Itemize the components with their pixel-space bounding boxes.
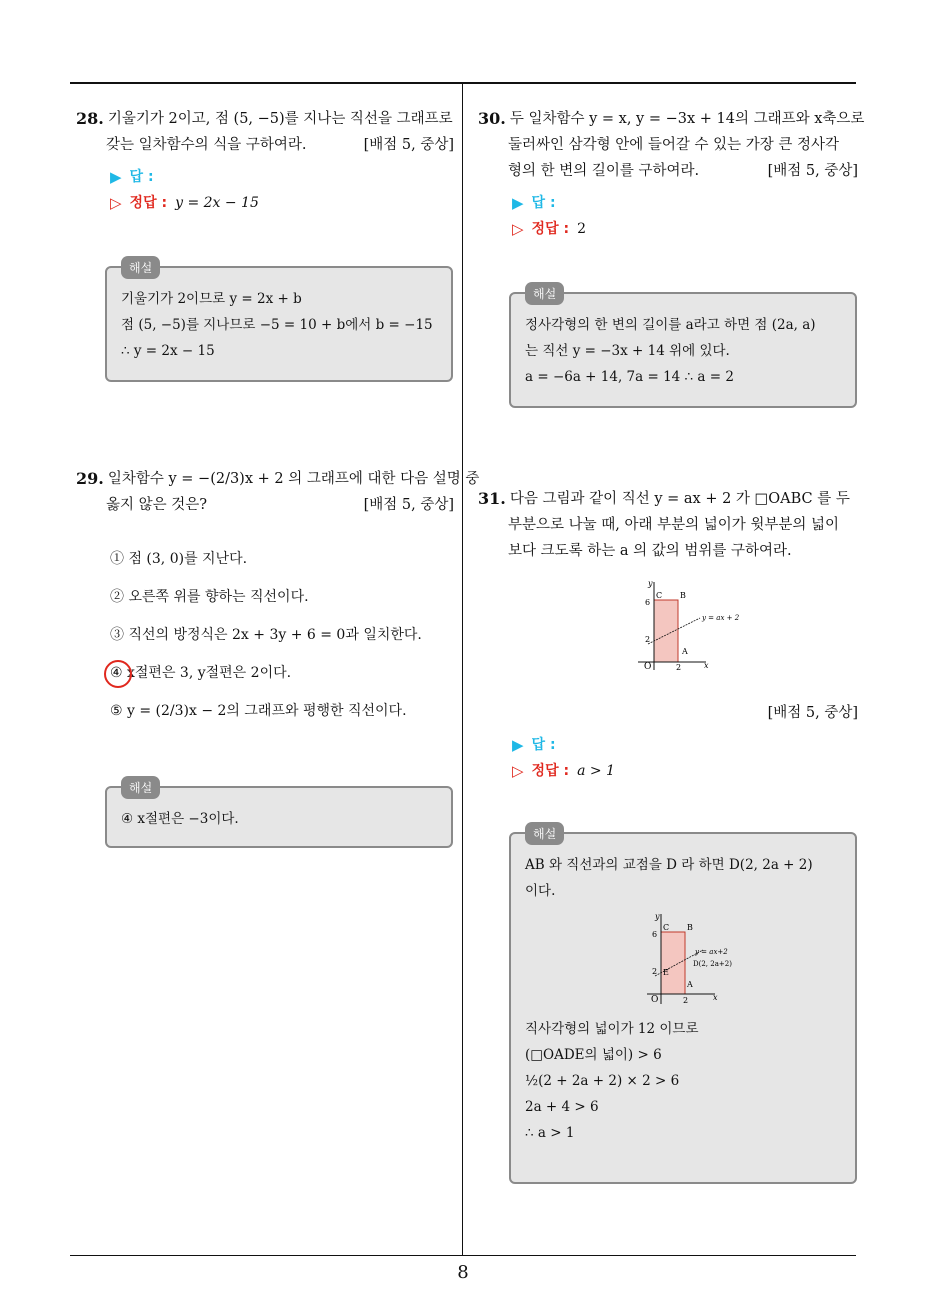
question-number: 30. [478,109,506,128]
question-text-line2: 옳지 않은 것은? [106,497,208,513]
line-label: y = ax+2 [695,948,728,956]
choice-2: ② 오른쪽 위를 향하는 직선이다. [110,589,309,605]
question-text-line2: 갖는 일차함수의 식을 구하여라. [106,137,307,153]
choice-5: ⑤ y = (2/3)x − 2의 그래프와 평행한 직선이다. [110,703,407,719]
solution-29 [105,781,453,848]
answer-label: 답 : [129,169,154,185]
solution-line: 직사각형의 넓이가 12 이므로 [525,1021,699,1037]
question-number: 31. [478,489,506,508]
solution-tag: 해설 [121,776,160,799]
solution-line: 2a + 4 > 6 [525,1099,599,1115]
outline-play-icon: ▷ [512,762,524,780]
point-c: C [663,923,670,932]
point-a: A [682,647,688,656]
solution-line: 정사각형의 한 변의 길이를 a라고 하면 점 (2a, a) [525,317,816,333]
answer-row [76,164,454,190]
tick-2-x: 2 [683,996,689,1005]
question-30 [478,106,865,242]
question-text-line1: 다음 그림과 같이 직선 y = ax + 2 가 □OABC 를 두 [509,491,850,507]
choice-list [76,540,454,730]
point-a: A [687,980,693,989]
outline-play-icon: ▷ [512,220,524,238]
answer-row [478,732,858,758]
rectangle-oabc [661,932,685,994]
solution-line: 이다. [525,883,556,899]
question-text-line2: 둘러싸인 삼각형 안에 들어갈 수 있는 가장 큰 정사각 [508,137,840,153]
correct-label: 정답 : [531,763,570,779]
answer-circle-mark [104,660,132,688]
solution-line: (□OADE의 넓이) > 6 [525,1047,662,1063]
top-rule [70,82,856,84]
play-icon: ▶ [110,168,122,186]
x-axis-label: x [713,993,718,1002]
outline-play-icon: ▷ [110,194,122,212]
solution-box [105,266,453,382]
solution-figure [641,912,761,1006]
question-text-line1: 일차함수 y = −(2/3)x + 2 의 그래프에 대한 다음 설명 중 [107,471,480,487]
correct-answer-row [478,758,858,784]
solution-tag: 해설 [525,822,564,845]
y-axis-label: y [655,912,660,921]
choice-4-text: ④ x절편은 3, y절편은 2이다. [110,665,292,681]
solution-30 [509,287,857,408]
difficulty-meta: [배점 5, 중상] [767,163,858,179]
answer-label: 답 : [531,737,556,753]
solution-line: 는 직선 y = −3x + 14 위에 있다. [525,343,730,359]
solution-line: ½(2 + 2a + 2) × 2 > 6 [525,1073,680,1089]
solution-line: AB 와 직선과의 교점을 D 라 하면 D(2, 2a + 2) [525,857,813,873]
play-icon: ▶ [512,736,524,754]
column-divider [462,84,463,1256]
difficulty-meta: [배점 5, 중상] [363,497,454,513]
solution-line: ∴ a > 1 [525,1125,575,1141]
correct-answer-row [76,190,454,216]
question-text-line3: 형의 한 변의 길이를 구하여라. [508,163,700,179]
point-b: B [680,591,686,600]
point-c: C [656,591,663,600]
solution-28 [105,261,453,382]
y-axis-label: y [648,579,653,588]
bottom-rule [70,1255,856,1256]
question-29 [76,466,480,518]
q31-figure [630,578,740,670]
question-31 [478,486,858,564]
solution-line: a = −6a + 14, 7a = 14 ∴ a = 2 [525,369,734,385]
difficulty-meta: [배점 5, 중상] [767,705,858,721]
correct-answer-row [478,216,858,242]
choice-1: ① 점 (3, 0)를 지난다. [110,551,248,567]
question-text-line3: 보다 크도록 하는 a 의 값의 범위를 구하여라. [508,543,792,559]
correct-label: 정답 : [129,195,168,211]
choice-3: ③ 직선의 방정식은 2x + 3y + 6 = 0과 일치한다. [110,627,422,643]
answer-label: 답 : [531,195,556,211]
point-b: B [687,923,693,932]
solution-31 [509,827,857,1184]
correct-value: a > 1 [577,763,615,779]
solution-tag: 해설 [525,282,564,305]
solution-line: 기울기가 2이므로 y = 2x + b [121,291,302,307]
correct-value: y = 2x − 15 [175,195,259,211]
origin-label: O [644,662,652,670]
solution-tag: 해설 [121,256,160,279]
solution-box [509,832,857,1184]
question-28 [76,106,454,216]
question-number: 28. [76,109,104,128]
play-icon: ▶ [512,194,524,212]
point-e: E [663,968,669,977]
tick-2-y: 2 [645,635,651,644]
solution-box [509,292,857,408]
tick-6: 6 [652,930,658,939]
question-text-line2: 부분으로 나눌 때, 아래 부분의 넓이가 윗부분의 넓이 [508,517,840,533]
solution-line: ④ x절편은 −3이다. [121,811,239,827]
point-d-label: D(2, 2a+2) [693,960,732,968]
question-text-line1: 기울기가 2이고, 점 (5, −5)를 지나는 직선을 그래프로 [107,111,453,127]
line-label: y = ax + 2 [702,614,740,622]
question-31-meta [478,700,858,784]
correct-value: 2 [577,221,586,237]
choice-4 [76,654,454,692]
tick-6: 6 [645,598,651,607]
tick-2-x: 2 [676,663,682,670]
solution-line: ∴ y = 2x − 15 [121,343,215,359]
question-number: 29. [76,469,104,488]
answer-row [478,190,858,216]
solution-line: 점 (5, −5)를 지나므로 −5 = 10 + b에서 b = −15 [121,317,433,333]
rectangle-oabc [654,600,678,662]
origin-label: O [651,995,659,1005]
correct-label: 정답 : [531,221,570,237]
page-number: 8 [457,1262,469,1283]
tick-2-y: 2 [652,967,658,976]
x-axis-label: x [704,661,709,670]
difficulty-meta: [배점 5, 중상] [363,137,454,153]
question-text-line1: 두 일차함수 y = x, y = −3x + 14의 그래프와 x축으로 [509,111,865,127]
